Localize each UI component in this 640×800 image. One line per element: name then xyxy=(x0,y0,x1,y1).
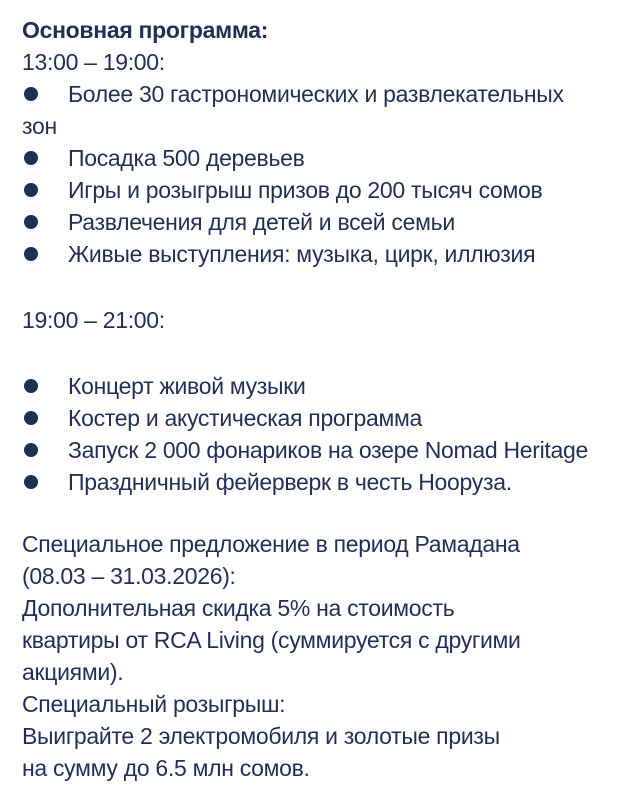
list-item xyxy=(22,370,620,402)
special-offer-dates: (08.03 – 31.03.2026): xyxy=(22,563,236,589)
time-slot-afternoon: 13:00 – 19:00: xyxy=(22,49,165,75)
list-item xyxy=(22,402,620,434)
bullet-dot-icon xyxy=(24,87,38,101)
list-item-text: Праздничный фейерверк в честь Нооруза. xyxy=(68,469,512,495)
list-item xyxy=(22,174,620,206)
bullet-dot-icon xyxy=(24,183,38,197)
list-item xyxy=(22,206,620,238)
special-offer-section xyxy=(22,528,620,784)
time-slot-evening: 19:00 – 21:00: xyxy=(22,307,165,333)
list-item-text: Костер и акустическая программа xyxy=(68,405,423,431)
bullet-dot-icon xyxy=(24,151,38,165)
evening-program-list xyxy=(22,370,620,498)
main-program-title: Основная программа: xyxy=(22,17,269,43)
list-item-text: Игры и розыгрыш призов до 200 тысяч сомов xyxy=(68,177,543,203)
list-item xyxy=(22,238,620,270)
bullet-dot-icon xyxy=(24,475,38,489)
spacer xyxy=(22,270,620,304)
list-item-text: Живые выступления: музыка, цирк, иллюзия xyxy=(68,241,536,267)
special-draw-heading: Специальный розыгрыш: xyxy=(22,691,286,717)
bullet-dot-icon xyxy=(24,379,38,393)
list-item-text: Развлечения для детей и всей семьи xyxy=(68,209,455,235)
list-item xyxy=(22,466,620,498)
list-item-text: Посадка 500 деревьев xyxy=(68,145,305,171)
special-offer-heading: Специальное предложение в период Рамадана xyxy=(22,531,520,557)
list-item-text: Более 30 гастрономических и развлекательных xyxy=(68,81,564,107)
discount-text-line: квартиры от RCA Living (суммируется с другими xyxy=(22,627,521,653)
bullet-dot-icon xyxy=(24,215,38,229)
afternoon-program-list xyxy=(22,78,620,270)
spacer xyxy=(22,498,620,528)
spacer xyxy=(22,336,620,370)
discount-text-line: акциями). xyxy=(22,659,124,685)
list-item-text: Концерт живой музыки xyxy=(68,373,306,399)
list-item-text-continuation: зон xyxy=(22,113,57,139)
list-item xyxy=(22,78,620,142)
prize-text-line: на сумму до 6.5 млн сомов. xyxy=(22,755,310,781)
list-item-text: Запуск 2 000 фонариков на озере Nomad Heritage xyxy=(68,437,588,463)
bullet-dot-icon xyxy=(24,443,38,457)
discount-text-line: Дополнительная скидка 5% на стоимость xyxy=(22,595,455,621)
list-item xyxy=(22,142,620,174)
bullet-dot-icon xyxy=(24,411,38,425)
list-item xyxy=(22,434,620,466)
bullet-dot-icon xyxy=(24,247,38,261)
prize-text-line: Выиграйте 2 электромобиля и золотые призы xyxy=(22,723,500,749)
